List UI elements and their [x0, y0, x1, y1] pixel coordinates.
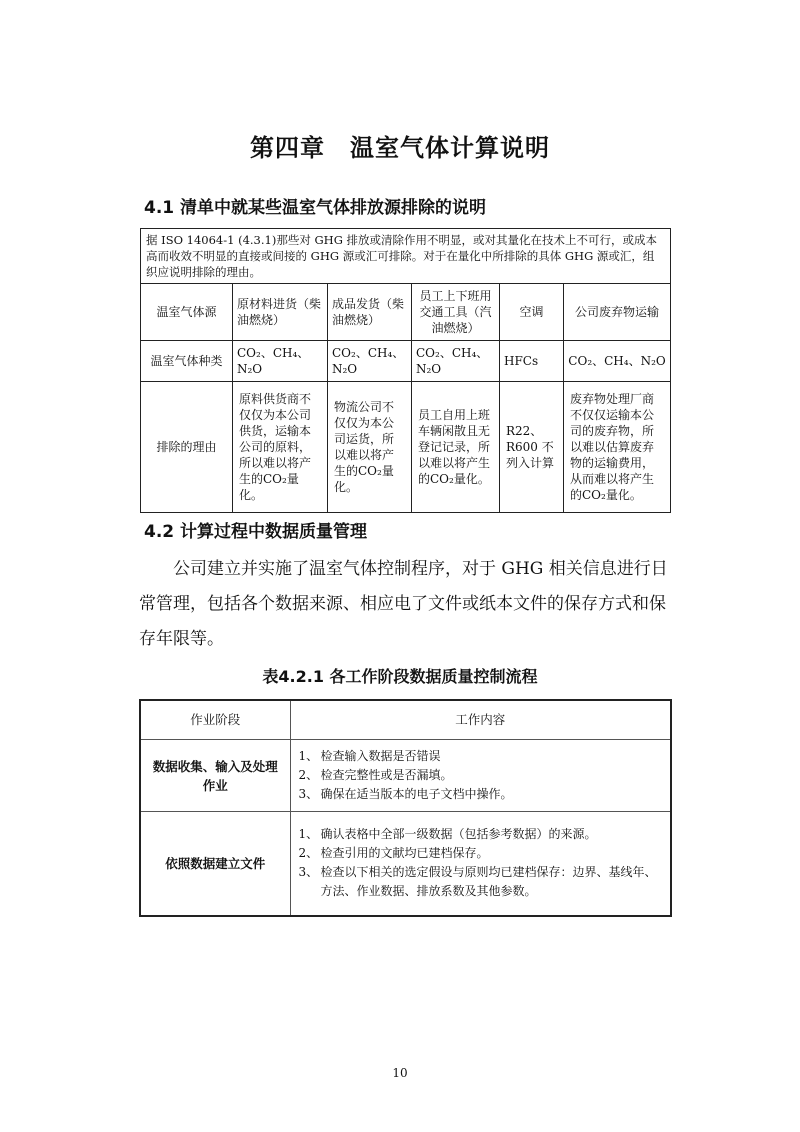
column-header: 作业阶段	[140, 700, 290, 740]
table-header-row	[140, 700, 671, 740]
exclusion-table	[140, 228, 671, 513]
row-label: 温室气体源	[141, 284, 233, 341]
list-item	[299, 766, 663, 785]
table-row	[140, 740, 671, 812]
row-label: 排除的理由	[141, 382, 233, 513]
table-cell: 原材料进货（柴油燃烧）	[233, 284, 328, 341]
exclusion-table-intro: 据 ISO 14064-1 (4.3.1)那些对 GHG 排放或清除作用不明显，或对其量化在技术上不可行，或成本高而收效不明显的直接或间接的 GHG 源或汇可排除。对于在量化中所排除的具体 GHG 源或汇，组织应说明排除的理由。	[141, 229, 671, 284]
table-cell: 成品发货（柴油燃烧）	[328, 284, 412, 341]
section-heading-4-1: 4.1 清单中就某些温室气体排放源排除的说明	[144, 198, 487, 218]
table-cell: 公司废弃物运输	[564, 284, 671, 341]
table-cell: 废弃物处理厂商不仅仅运输本公司的废弃物，所以难以估算废弃物的运输费用，从而难以将产生的CO₂量化。	[564, 382, 671, 513]
item-text: 检查引用的文献均已建档保存。	[320, 846, 489, 861]
item-number: 2、	[298, 768, 319, 782]
stage-cell: 数据收集、输入及处理作业	[140, 740, 290, 812]
table-cell: 员工上下班用交通工具（汽油燃烧）	[412, 284, 500, 341]
item-number: 1、	[298, 827, 319, 842]
table-cell: CO₂、CH₄、N₂O	[328, 341, 412, 382]
item-text: 检查以下相关的选定假设与原则均已建档保存：边界、基线年、方法、作业数据、排放系数及其他参数。	[320, 865, 657, 899]
item-number: 2、	[298, 846, 319, 861]
table-row	[141, 341, 671, 382]
table-cell: CO₂、CH₄、N₂O	[412, 341, 500, 382]
table-row	[141, 284, 671, 341]
item-number: 1、	[298, 749, 319, 763]
row-label: 温室气体种类	[141, 341, 233, 382]
item-text: 确保在适当版本的电子文档中操作。	[320, 787, 513, 801]
quality-control-table	[139, 699, 672, 917]
table-cell: CO₂、CH₄、N₂O	[233, 341, 328, 382]
item-text: 检查输入数据是否错误	[320, 749, 441, 763]
list-item	[299, 825, 663, 844]
column-header: 工作内容	[290, 700, 671, 740]
table-cell: CO₂、CH₄、N₂O	[564, 341, 671, 382]
chapter-title: 第四章 温室气体计算说明	[250, 134, 550, 162]
list-item	[299, 785, 663, 804]
section-heading-4-2: 4.2 计算过程中数据质量管理	[144, 522, 368, 542]
table-row	[140, 812, 671, 916]
stage-cell: 依照数据建立文件	[140, 812, 290, 916]
table-cell: 原料供货商不仅仅为本公司供货，运输本公司的原料，所以难以将产生的CO₂量化。	[233, 382, 328, 513]
page-number: 10	[392, 1066, 408, 1080]
table-cell: 空调	[500, 284, 564, 341]
list-item	[299, 747, 663, 766]
content-cell	[290, 740, 671, 812]
table-cell: 物流公司不仅仅为本公司运货，所以难以将产生的CO₂量化。	[328, 382, 412, 513]
item-number: 3、	[298, 787, 319, 801]
item-number: 3、	[298, 865, 319, 880]
list-item	[299, 844, 663, 863]
body-paragraph: 公司建立并实施了温室气体控制程序，对于 GHG 相关信息进行日常管理，包括各个数据来源、相应电了文件或纸本文件的保存方式和保存年限等。	[139, 559, 668, 649]
table-row	[141, 382, 671, 513]
item-text: 确认表格中全部一级数据（包括参考数据）的来源。	[320, 827, 597, 842]
item-text: 检查完整性或是否漏填。	[320, 768, 453, 782]
table-cell: 员工自用上班车辆闲散且无登记记录，所以难以将产生的CO₂量化。	[412, 382, 500, 513]
table-caption: 表4.2.1 各工作阶段数据质量控制流程	[262, 667, 538, 686]
list-item	[299, 863, 663, 901]
content-cell	[290, 812, 671, 916]
table-cell: HFCs	[500, 341, 564, 382]
table-cell: R22、R600 不列入计算	[500, 382, 564, 513]
